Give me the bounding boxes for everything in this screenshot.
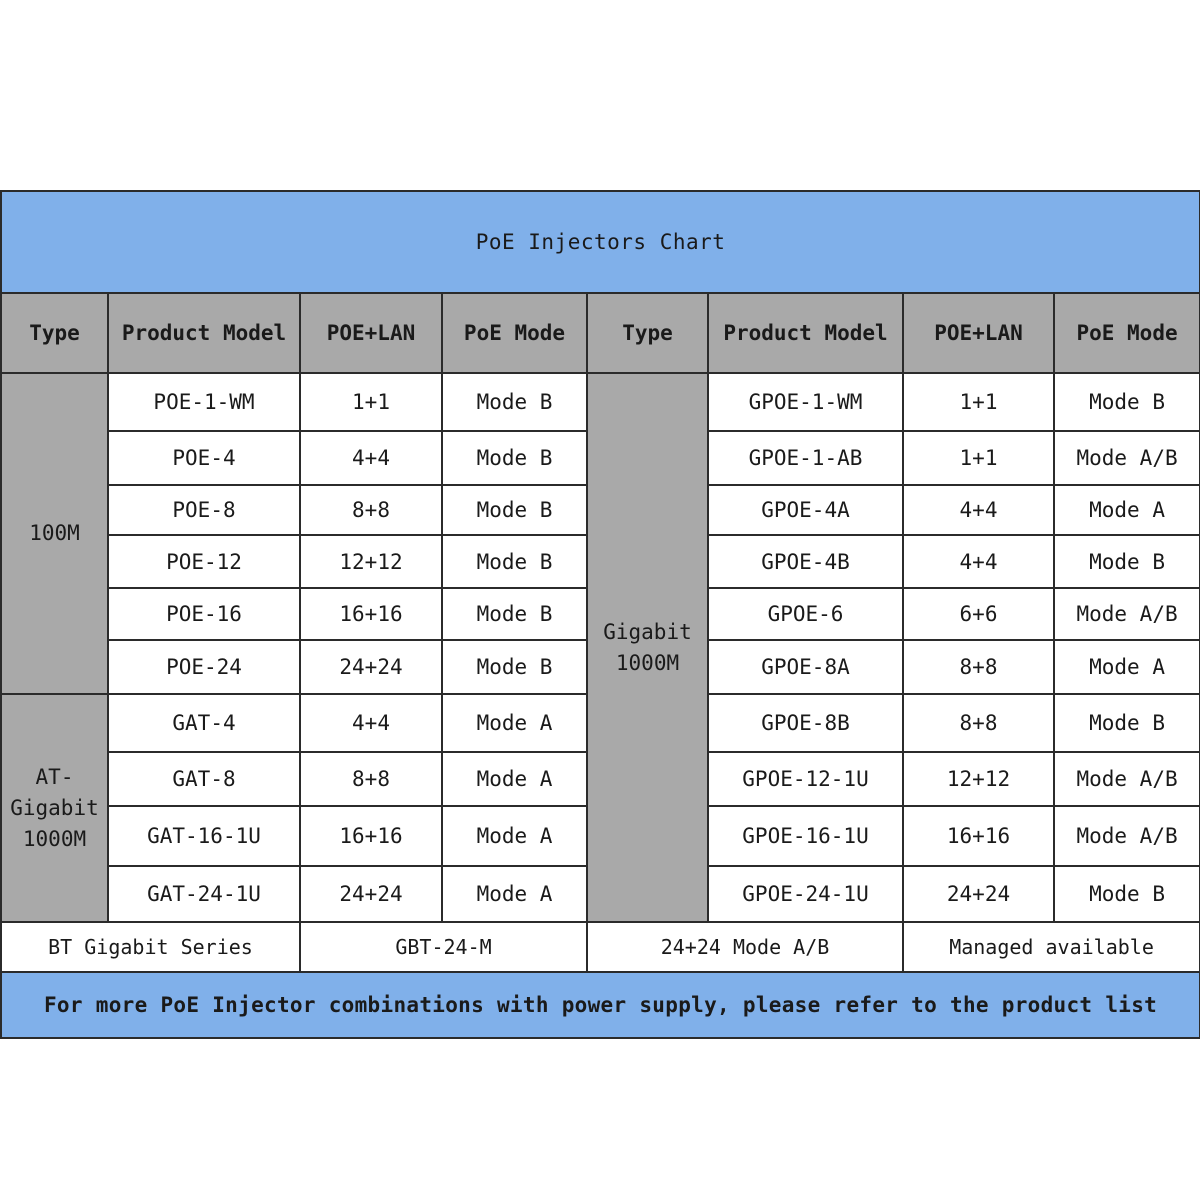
right-poe-lan: 4+4 bbox=[903, 535, 1054, 588]
left-model: GAT-8 bbox=[108, 752, 300, 806]
type-group-at-line2: Gigabit bbox=[10, 795, 99, 820]
left-model: POE-24 bbox=[108, 640, 300, 694]
left-poe-lan: 4+4 bbox=[300, 431, 442, 485]
right-poe-mode: Mode B bbox=[1054, 866, 1200, 922]
header-left-poe-mode: PoE Mode bbox=[442, 293, 587, 373]
left-poe-mode: Mode A bbox=[442, 752, 587, 806]
header-right-poe-mode: PoE Mode bbox=[1054, 293, 1200, 373]
type-group-at-gigabit-1000m bbox=[1, 694, 108, 922]
right-poe-lan: 16+16 bbox=[903, 806, 1054, 866]
right-poe-lan: 24+24 bbox=[903, 866, 1054, 922]
left-poe-mode: Mode B bbox=[442, 588, 587, 640]
header-left-type: Type bbox=[1, 293, 108, 373]
header-right-product-model: Product Model bbox=[708, 293, 903, 373]
left-poe-lan: 12+12 bbox=[300, 535, 442, 588]
left-poe-mode: Mode B bbox=[442, 640, 587, 694]
right-poe-mode: Mode A/B bbox=[1054, 588, 1200, 640]
left-model: GAT-24-1U bbox=[108, 866, 300, 922]
right-model: GPOE-4A bbox=[708, 485, 903, 535]
poe-injectors-chart-table bbox=[0, 190, 1200, 1039]
type-group-at-line1: AT- bbox=[35, 764, 74, 789]
left-model: POE-12 bbox=[108, 535, 300, 588]
left-poe-lan: 24+24 bbox=[300, 640, 442, 694]
left-model: POE-16 bbox=[108, 588, 300, 640]
table-row bbox=[1, 373, 1200, 431]
chart-title: PoE Injectors Chart bbox=[1, 191, 1200, 293]
type-group-100m bbox=[1, 373, 108, 694]
bt-poe-lan-mode: 24+24 Mode A/B bbox=[587, 922, 903, 972]
bt-managed: Managed available bbox=[903, 922, 1200, 972]
right-poe-mode: Mode B bbox=[1054, 373, 1200, 431]
right-model: GPOE-12-1U bbox=[708, 752, 903, 806]
left-poe-mode: Mode B bbox=[442, 485, 587, 535]
right-model: GPOE-8B bbox=[708, 694, 903, 752]
right-poe-lan: 8+8 bbox=[903, 640, 1054, 694]
right-model: GPOE-1-AB bbox=[708, 431, 903, 485]
left-model: POE-1-WM bbox=[108, 373, 300, 431]
right-model: GPOE-1-WM bbox=[708, 373, 903, 431]
left-poe-lan: 1+1 bbox=[300, 373, 442, 431]
right-model: GPOE-24-1U bbox=[708, 866, 903, 922]
right-model: GPOE-8A bbox=[708, 640, 903, 694]
right-poe-mode: Mode A bbox=[1054, 485, 1200, 535]
left-model: GAT-16-1U bbox=[108, 806, 300, 866]
left-poe-lan: 16+16 bbox=[300, 588, 442, 640]
left-poe-mode: Mode B bbox=[442, 535, 587, 588]
right-poe-mode: Mode B bbox=[1054, 535, 1200, 588]
right-poe-mode: Mode A/B bbox=[1054, 752, 1200, 806]
right-poe-lan: 1+1 bbox=[903, 373, 1054, 431]
right-poe-mode: Mode A/B bbox=[1054, 431, 1200, 485]
type-group-100m-label: 100M bbox=[29, 521, 80, 545]
right-poe-lan: 8+8 bbox=[903, 694, 1054, 752]
left-model: POE-8 bbox=[108, 485, 300, 535]
type-group-gigabit-line1: Gigabit bbox=[603, 619, 692, 644]
bt-series-label: BT Gigabit Series bbox=[1, 922, 300, 972]
right-poe-lan: 6+6 bbox=[903, 588, 1054, 640]
header-left-poe-lan: POE+LAN bbox=[300, 293, 442, 373]
footer-note: For more PoE Injector combinations with power supply, please refer to the product list bbox=[1, 972, 1200, 1038]
header-left-product-model: Product Model bbox=[108, 293, 300, 373]
right-poe-lan: 4+4 bbox=[903, 485, 1054, 535]
left-model: POE-4 bbox=[108, 431, 300, 485]
type-group-at-line3: 1000M bbox=[22, 826, 87, 851]
left-poe-mode: Mode B bbox=[442, 431, 587, 485]
right-model: GPOE-16-1U bbox=[708, 806, 903, 866]
right-model: GPOE-6 bbox=[708, 588, 903, 640]
left-poe-lan: 8+8 bbox=[300, 485, 442, 535]
left-poe-lan: 4+4 bbox=[300, 694, 442, 752]
left-model: GAT-4 bbox=[108, 694, 300, 752]
left-poe-lan: 24+24 bbox=[300, 866, 442, 922]
right-poe-lan: 1+1 bbox=[903, 431, 1054, 485]
bt-model: GBT-24-M bbox=[300, 922, 587, 972]
left-poe-lan: 16+16 bbox=[300, 806, 442, 866]
header-right-type: Type bbox=[587, 293, 708, 373]
header-row bbox=[1, 293, 1200, 373]
right-poe-mode: Mode B bbox=[1054, 694, 1200, 752]
right-poe-mode: Mode A bbox=[1054, 640, 1200, 694]
right-poe-mode: Mode A/B bbox=[1054, 806, 1200, 866]
left-poe-mode: Mode B bbox=[442, 373, 587, 431]
left-poe-lan: 8+8 bbox=[300, 752, 442, 806]
left-poe-mode: Mode A bbox=[442, 866, 587, 922]
right-poe-lan: 12+12 bbox=[903, 752, 1054, 806]
right-model: GPOE-4B bbox=[708, 535, 903, 588]
type-group-gigabit-line2: 1000M bbox=[615, 650, 680, 675]
left-poe-mode: Mode A bbox=[442, 806, 587, 866]
left-poe-mode: Mode A bbox=[442, 694, 587, 752]
type-group-gigabit-1000m bbox=[587, 373, 708, 922]
header-right-poe-lan: POE+LAN bbox=[903, 293, 1054, 373]
bt-gigabit-row bbox=[1, 922, 1200, 972]
